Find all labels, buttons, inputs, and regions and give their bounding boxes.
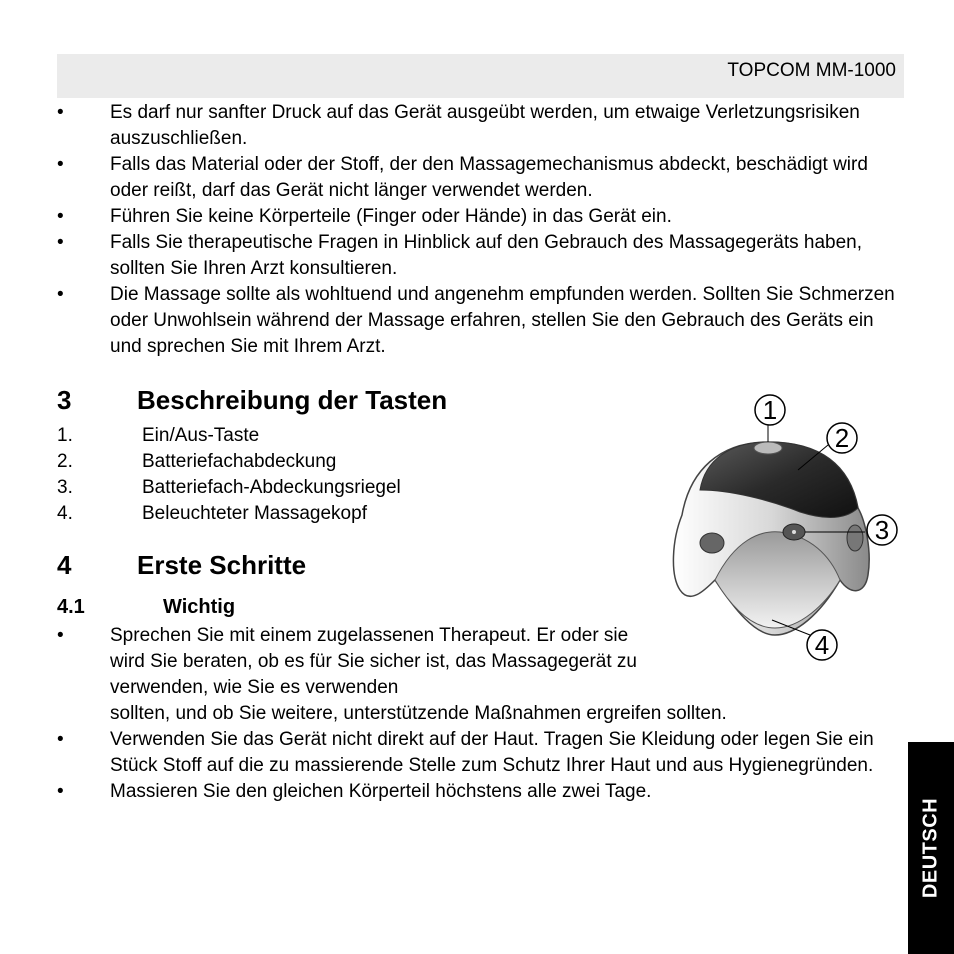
list-item: 1. Ein/Aus-Taste (57, 425, 260, 446)
subsection-number: 4.1 (57, 596, 85, 618)
callout-2 (827, 423, 857, 453)
bullet-dot: • (57, 729, 64, 750)
list-item: • Massieren Sie den gleichen Körperteil höchstens alle zwei Tage. (57, 779, 887, 805)
list-item: 4. Beleuchteter Massagekopf (57, 503, 367, 524)
bullet-dot: • (57, 232, 64, 253)
bullet-dot: • (57, 154, 64, 175)
power-button-icon (754, 442, 782, 454)
list-item: • Sprechen Sie mit einem zugelassenen Therapeut. Er oder sie wird Sie beraten, ob es für Sie sicher ist, das Massagegerät zu verwenden, wie Sie es verwenden sollten, und ob Sie weitere, unterstützende Maßnahmen ergreifen sollten. (57, 625, 727, 724)
button-description-list (57, 423, 557, 527)
list-item: 2. Batteriefachabdeckung (57, 451, 337, 472)
list-item: • Es darf nur sanfter Druck auf das Gerät ausgeübt werden, um etwaige Verletzungsrisiken auszuschließen. (57, 102, 860, 149)
callout-1 (755, 395, 785, 425)
language-tab (908, 742, 954, 954)
list-item: 3. Batteriefach-Abdeckungsriegel (57, 477, 401, 498)
list-item: • Die Massage sollte als wohltuend und angenehm empfunden werden. Sollten Sie Schmerzen oder Unwohlsein während der Massage erfahren, stellen Sie den Gebrauch des Geräts ein und sprechen Sie mit Ihrem Arzt. (57, 284, 895, 357)
section-number: 3 (57, 385, 72, 415)
safety-bullet-list (57, 100, 897, 360)
svg-text:1: 1 (762, 395, 778, 425)
section-number: 4 (57, 550, 72, 580)
bullet-dot: • (57, 206, 64, 227)
subsection-title: Wichtig (163, 596, 236, 618)
header-title: TOPCOM MM-1000 (727, 60, 896, 81)
massager-illustration (660, 390, 910, 680)
right-massage-node (847, 525, 863, 551)
left-massage-node (700, 533, 724, 553)
section-title: Erste Schritte (137, 550, 307, 580)
list-item: • Verwenden Sie das Gerät nicht direkt auf der Haut. Tragen Sie Kleidung oder legen Sie ein Stück Stoff auf die zu massierende Stelle zum Schutz Ihrer Haut und aus Hygienegründen. (57, 729, 874, 776)
bullet-dot: • (57, 781, 64, 802)
svg-text:2: 2 (834, 423, 850, 453)
list-item: • Führen Sie keine Körperteile (Finger oder Hände) in das Gerät ein. (57, 204, 897, 230)
list-item: • Falls das Material oder der Stoff, der den Massagemechanismus abdeckt, beschädigt wird oder reißt, darf das Gerät nicht länger verwendet werden. (57, 154, 868, 201)
header-bar (57, 54, 904, 98)
language-tab-label: DEUTSCH (919, 797, 942, 899)
svg-text:4: 4 (814, 630, 830, 660)
bullet-dot: • (57, 284, 64, 305)
bullet-dot: • (57, 102, 64, 123)
callout-4 (807, 630, 837, 660)
svg-text:3: 3 (874, 515, 890, 545)
bullet-dot: • (57, 625, 64, 646)
callout-3 (867, 515, 897, 545)
section-title: Beschreibung der Tasten (137, 385, 448, 415)
list-item: • Falls Sie therapeutische Fragen in Hinblick auf den Gebrauch des Massagegeräts haben, sollten Sie Ihren Arzt konsultieren. (57, 232, 862, 279)
